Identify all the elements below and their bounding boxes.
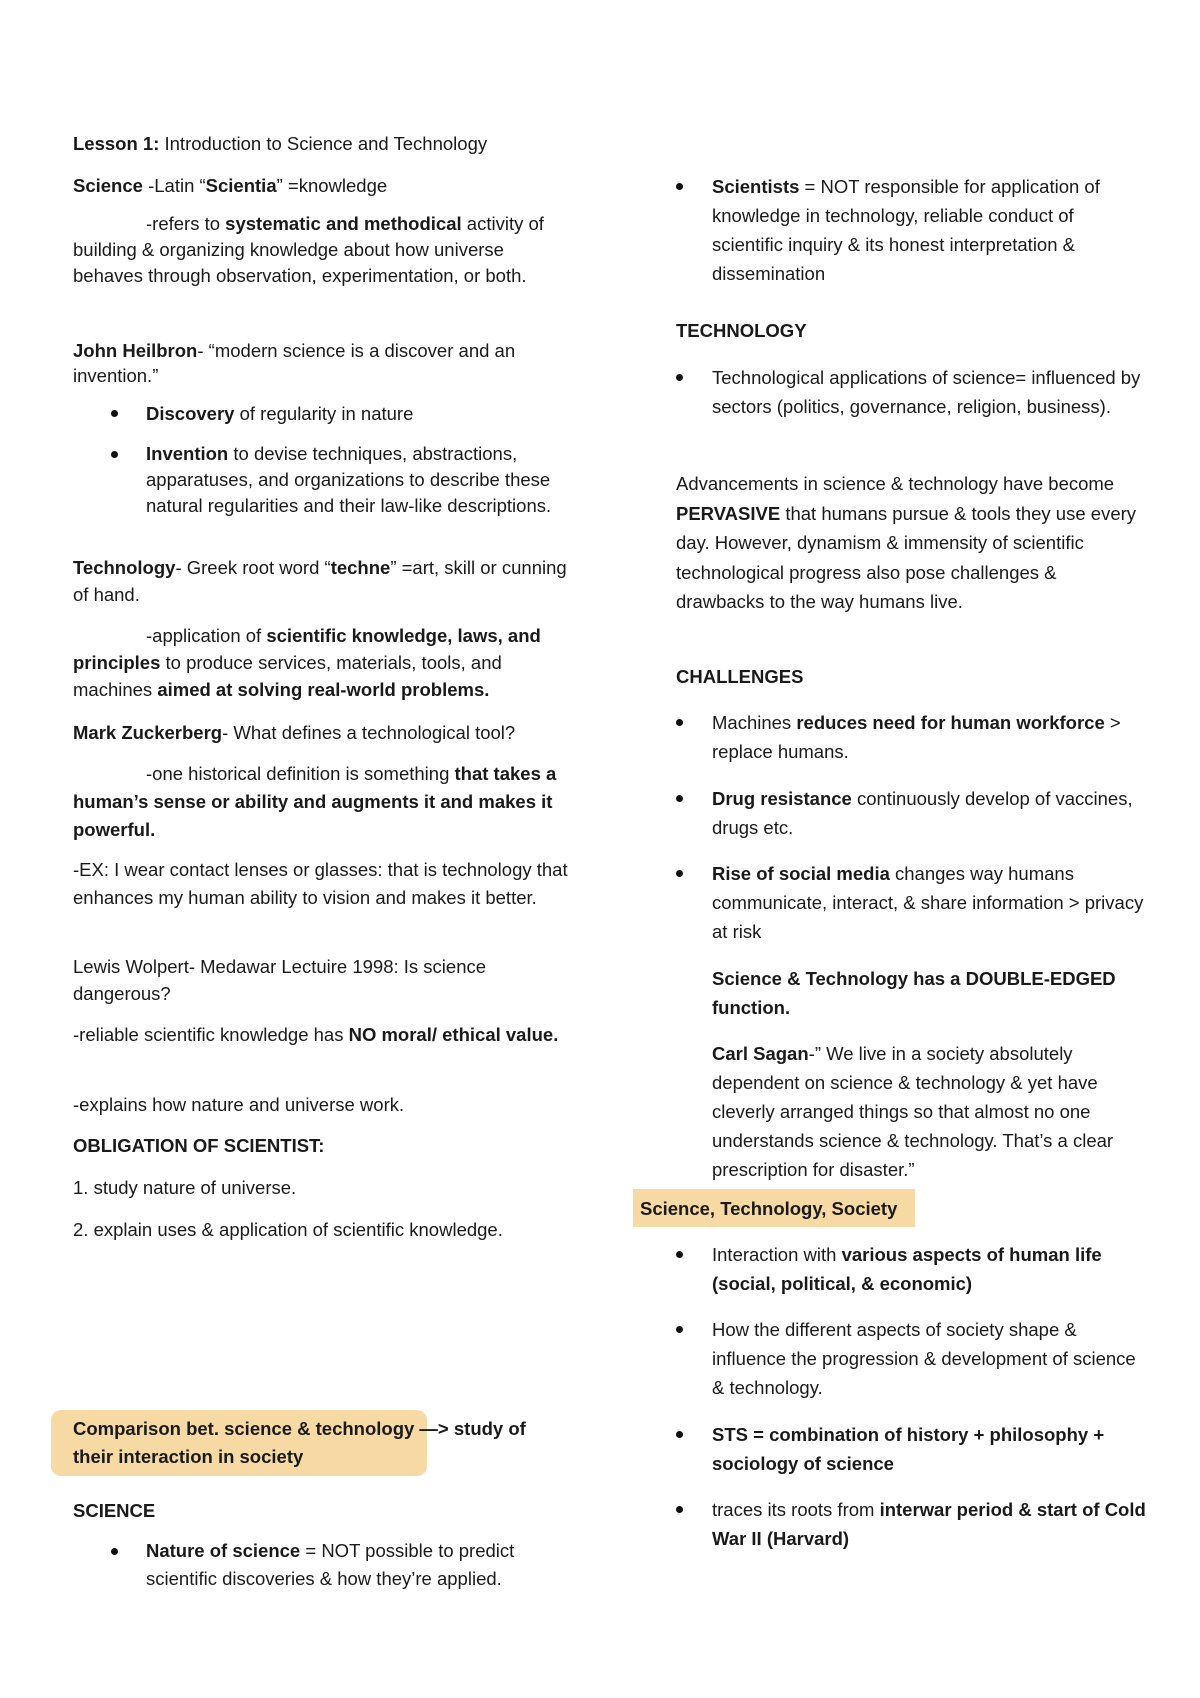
challenge-social-media: Rise of social media changes way humans communicate, interact, & share information > privacy at risk bbox=[712, 859, 1146, 946]
technology-application: -application of scientific knowledge, laws, and principles to produce services, materials, tools, and machines aimed at solving real-world problems. bbox=[73, 625, 541, 700]
zuckerberg-question: Mark Zuckerberg- What defines a technological tool? bbox=[73, 722, 516, 743]
bullet-dot-icon bbox=[111, 410, 118, 417]
sagan-quote: Carl Sagan-” We live in a society absolutely dependent on science & technology & yet have cleverly arranged things so that almost no one understands science & technology. That’s a clear prescription for disaster.” bbox=[712, 1043, 1114, 1180]
bullet-nature-of-science: Nature of science = NOT possible to predict scientific discoveries & how they’re applied. bbox=[146, 1537, 573, 1593]
bullet-dot-icon bbox=[676, 1326, 683, 1333]
challenge-drug-resistance: Drug resistance continuously develop of vaccines, drugs etc. bbox=[712, 784, 1146, 842]
advancements-paragraph: Advancements in science & technology have become PERVASIVE that humans pursue & tools they use every day. However, dynamism & immensity of scientific technological progress also pose challenges & drawbacks to the way humans live. bbox=[676, 473, 1137, 613]
example-text: -EX: I wear contact lenses or glasses: that is technology that enhances my human ability to vision and makes it better. bbox=[73, 859, 568, 908]
sts-bullet-society-shape: How the different aspects of society shape & influence the progression & development of science & technology. bbox=[712, 1315, 1146, 1402]
challenges-heading: CHALLENGES bbox=[676, 666, 804, 687]
science-definition: Science -Latin “Scientia” =knowledge bbox=[73, 175, 388, 196]
bullet-discovery: Discovery of regularity in nature bbox=[146, 399, 573, 428]
sts-bullet-interaction: Interaction with various aspects of human life (social, political, & economic) bbox=[712, 1240, 1146, 1298]
bullet-dot-icon bbox=[111, 1548, 118, 1555]
obligation-heading: OBLIGATION OF SCIENTIST: bbox=[73, 1135, 325, 1156]
obligation-item-1: 1. study nature of universe. bbox=[73, 1177, 297, 1198]
bullet-dot-icon bbox=[676, 795, 683, 802]
moral-value-text: -reliable scientific knowledge has NO moral/ ethical value. bbox=[73, 1024, 559, 1045]
bullet-dot-icon bbox=[676, 1506, 683, 1513]
bullet-dot-icon bbox=[676, 719, 683, 726]
bullet-dot-icon bbox=[676, 1431, 683, 1438]
challenge-machines: Machines reduces need for human workforce > replace humans. bbox=[712, 708, 1146, 766]
technology-definition: Technology- Greek root word “techne” =art, skill or cunning of hand. bbox=[73, 557, 567, 605]
sts-bullet-combination: STS = combination of history + philosophy + sociology of science bbox=[712, 1420, 1146, 1478]
bullet-dot-icon bbox=[676, 374, 683, 381]
bullet-scientists: Scientists = NOT responsible for application of knowledge in technology, reliable conduct of scientific inquiry & its honest interpretation & dissemination bbox=[712, 172, 1146, 288]
lesson-title: Lesson 1: Introduction to Science and Technology bbox=[73, 133, 488, 154]
bullet-dot-icon bbox=[676, 870, 683, 877]
bullet-invention: Invention to devise techniques, abstractions, apparatuses, and organizations to describe these natural regularities and their law-like descriptions. bbox=[146, 441, 573, 519]
comparison-text: Comparison bet. science & technology —> study of their interaction in society bbox=[73, 1418, 526, 1467]
sts-bullet-roots: traces its roots from interwar period & start of Cold War II (Harvard) bbox=[712, 1495, 1146, 1553]
bullet-dot-icon bbox=[111, 451, 118, 458]
obligation-item-2: 2. explain uses & application of scientific knowledge. bbox=[73, 1219, 503, 1240]
wolpert-text: Lewis Wolpert- Medawar Lectuire 1998: Is science dangerous? bbox=[73, 956, 487, 1004]
heilbron-quote: John Heilbron- “modern science is a discover and an invention.” bbox=[73, 340, 516, 386]
double-edged-text: Science & Technology has a DOUBLE-EDGED function. bbox=[712, 968, 1116, 1018]
zuckerberg-definition: -one historical definition is something that takes a human’s sense or ability and augments it and makes it powerful. bbox=[73, 763, 557, 840]
bullet-dot-icon bbox=[676, 183, 683, 190]
science-heading: SCIENCE bbox=[73, 1500, 156, 1521]
science-refers: -refers to systematic and methodical activity of building & organizing knowledge about how universe behaves through observation, experimentation, or both. bbox=[73, 213, 544, 286]
bullet-tech-applications: Technological applications of science= influenced by sectors (politics, governance, religion, business). bbox=[712, 363, 1146, 421]
explains-text: -explains how nature and universe work. bbox=[73, 1094, 405, 1115]
bullet-dot-icon bbox=[676, 1251, 683, 1258]
technology-heading: TECHNOLOGY bbox=[676, 320, 807, 341]
sts-heading: Science, Technology, Society bbox=[640, 1198, 898, 1219]
